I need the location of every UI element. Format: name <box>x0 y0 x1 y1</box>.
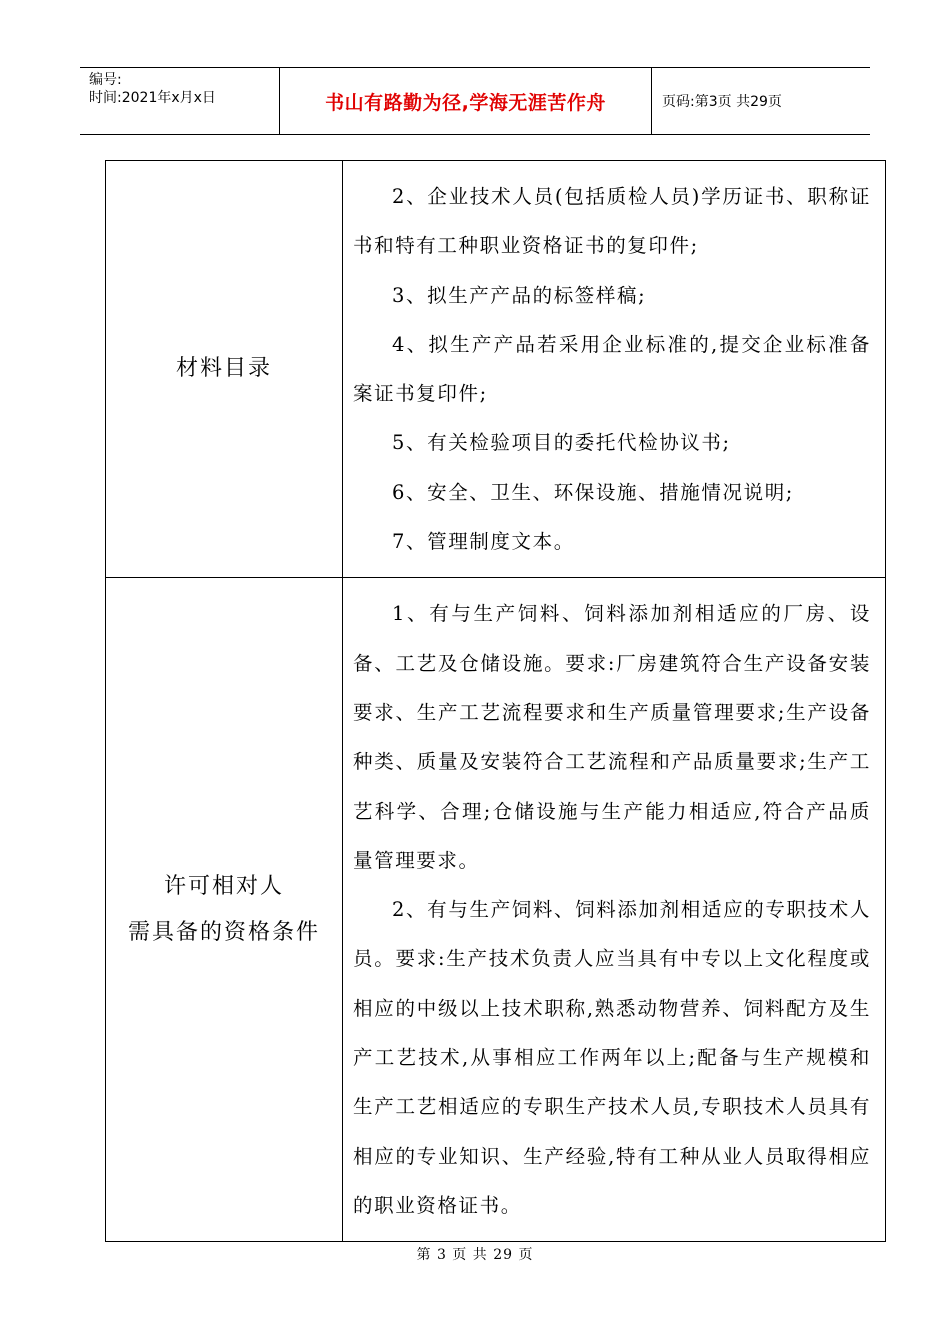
table-row <box>106 161 886 578</box>
row-label: 材料目录 <box>175 356 272 382</box>
paragraph: 3、拟生产产品的标签样稿; <box>392 283 647 307</box>
paragraph: 7、管理制度文本。 <box>392 530 575 554</box>
page-header <box>80 67 870 135</box>
row-label-cell <box>106 578 343 1242</box>
paragraph: 4、拟生产产品若采用企业标准的,提交企业标准备案证书复印件; <box>353 332 871 406</box>
row-content-cell <box>343 161 886 578</box>
paragraph: 2、有与生产饲料、饲料添加剂相适应的专职技术人员。要求:生产技术负责人应当具有中专以上文化程度或相应的中级以上技术职称,熟悉动物营养、饲料配方及生产工艺技术,从事相应工作两年以上;配备与生产规模和生产工艺相适应的专职生产技术人员,专职技术人员具有相应的专业知识、生产经验,特有工种从业人员取得相应的职业资格证书。 <box>353 898 871 1217</box>
table-row <box>106 578 886 1242</box>
page-footer: 第 3 页 共 29 页 <box>416 1247 534 1263</box>
paragraph: 5、有关检验项目的委托代检协议书; <box>392 431 731 455</box>
paragraph: 1、有与生产饲料、饲料添加剂相适应的厂房、设备、工艺及仓储设施。要求:厂房建筑符合生产设备安装要求、生产工艺流程要求和生产质量管理要求;生产设备种类、质量及安装符合工艺流程和产品质量要求;生产工艺科学、合理;仓储设施与生产能力相适应,符合产品质量管理要求。 <box>353 602 871 872</box>
row-content-cell <box>343 578 886 1242</box>
document-table <box>105 160 886 1242</box>
row-label-line: 需具备的资格条件 <box>127 919 320 945</box>
header-meta <box>80 68 280 134</box>
row-label-line: 许可相对人 <box>163 873 284 899</box>
paragraph: 6、安全、卫生、环保设施、措施情况说明; <box>392 480 794 504</box>
header-date: 时间:2021年x月x日 <box>89 90 216 106</box>
header-number: 编号: <box>89 72 122 88</box>
paragraph: 2、企业技术人员(包括质检人员)学历证书、职称证书和特有工种职业资格证书的复印件; <box>353 185 871 258</box>
row-label-cell <box>106 161 343 578</box>
header-motto: 书山有路勤为径,学海无涯苦作舟 <box>280 68 652 134</box>
header-page-info: 页码:第3页 共29页 <box>662 94 782 110</box>
